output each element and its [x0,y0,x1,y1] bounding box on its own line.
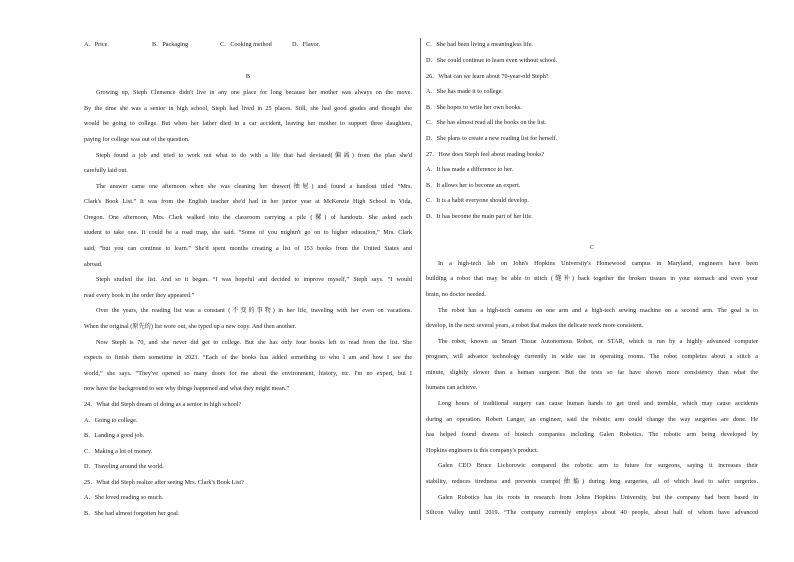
passage-b-line: When the original (原先的) list wore out, she typed up a new copy. And then another. [84,323,296,330]
passage-b-title: B [245,73,251,80]
q26-option-b: B．She hopes to write her own books. [426,104,522,111]
q26-option-d: D．She plans to create a new reading list for herself. [426,135,558,142]
passage-c-line: The robot has a high-tech camera on one arm and a high-tech sewing machine on a second arm. The goal is to [438,307,758,314]
q27-option-d: D．It has become the main part of her life. [426,213,533,220]
passage-c-line: minute, slightly slower than a human surgeon. But the tests so far have shown more consistency than what the [426,369,758,376]
passage-b-line: said, “but you can continue to learn.” She'd spent months creating a list of 153 books from the United States and [84,245,412,252]
passage-c-line: humans can achieve. [426,384,478,391]
passage-b-line: student to take one. It could be a road map, she said. “Some of you mightn't go on to higher education,” Mrs. Clark [84,229,412,236]
passage-c-line: has helped found dozens of biotech companies including Galen Robotics. The robotic arm being developed by [426,431,758,438]
passage-c-line: In a high-tech lab on John's Hopkins University's Homewood campus in Maryland, engineers have been [438,260,758,267]
q26-option-c: C．She has almost read all the books on the list. [426,119,547,126]
passage-b-line: would be going to college. But when her father died in a car accident, leaving her mother to support three daughters, [84,120,412,127]
option-a: A．Price. [84,41,109,48]
question-26: 26．What can we learn about 70-year-old Steph? [426,73,549,80]
q27-option-c: C．It is a habit everyone should develop. [426,197,529,204]
passage-b-line: Growing up, Steph Clemence didn't live in any one place for long because her mother was always on the move. [96,89,412,96]
question-25: 25．What did Steph realize after seeing Mrs. Clark's Book List? [84,479,244,486]
passage-c-line: Hopkins engineers is this company's product. [426,447,539,454]
passage-b-line: expects to finish them sometime in 2023. “Each of the books has added something to who I am and how I see the [84,354,412,361]
passage-b-line: By the time she was a senior in high school, Steph had lived in 25 places. Still, she had good grades and thought she [84,105,412,112]
passage-b-line: Oregon. One afternoon, Mrs. Clark walked into the classroom carrying a pile (摞) of handouts. She asked each [84,214,412,221]
passage-c-line: brain, no doctor needed. [426,291,486,298]
passage-b-line: paying for college was out of the question. [84,136,190,143]
passage-b-line: carefully laid out. [84,167,128,174]
option-b: B．Packaging [152,41,189,48]
passage-c-line: Long hours of traditional surgery can cause human hands to get tired and tremble, which may cause accidents [438,400,758,407]
option-c: C．Cooking method [220,41,272,48]
q24-option-a: A．Going to college. [84,417,138,424]
passage-c-line: building a robot that may be able to stitch (缝补) back together the broken tissues in your stomach and even your [426,275,758,282]
passage-c-line: during an operation. Robert Langer, an engineer, said the robotic arm could change the way surgeries are done. He [426,416,758,423]
passage-c-line: program, will advance technology currently in wide use in operating rooms. The robot completes about a stitch a [426,353,758,360]
passage-b-line: world,” she says. “They've opened so many doors for me about the environment, history, etc. I'm no expert, but I [84,370,412,377]
passage-c-line: Galen CEO Bruce Lichorowic compared the robotic arm to future for surgeons, saying it increases their [438,462,758,469]
q24-option-d: D．Traveling around the world. [84,463,164,470]
q25-option-a: A．She loved reading so much. [84,494,164,501]
q24-option-b: B．Landing a good job. [84,432,145,439]
passage-b-line: Clark's Book List.” It was from the English teacher she'd had in her junior year at McKenzie High School in Vida, [84,198,412,205]
passage-b-line: Now Steph is 70, and she never did get to college. But she has only four books left to read from the list. She [96,339,412,346]
question-24: 24．What did Steph dream of doing as a senior in high school? [84,401,242,408]
passage-b-line: Over the years, the reading list was a constant (不变的事物) in her life, traveling with her even on vacations. [96,307,412,314]
options-row-top [84,41,412,49]
passage-b-line: Steph studied the list. And so it began. “I was hopeful and decided to improve myself,” Steph says. “I would [96,276,412,283]
passage-b-line: Steph found a job and tried to work out what to do with a life that had deviated(偏离) from the plan she'd [96,152,412,159]
passage-b-line: abroad. [84,261,103,268]
q26-option-a: A．She has made it to college. [426,88,503,95]
option-d: D．Flavor. [292,41,321,48]
q25-option-d: D．She could continue to learn even without school. [426,57,558,64]
passage-b-line: now have the background to see why things happened and what they might mean.” [84,385,290,392]
q27-option-a: A．It has made a difference to her. [426,166,513,173]
passage-b-line: read every book in the order they appeared.” [84,292,195,299]
q24-option-c: C．Making a lot of money. [84,448,153,455]
column-divider [420,38,421,520]
passage-c-line: The robot, known as Smart Tissue Autonomous Robot, or STAR, which is run by a highly advanced computer [438,338,758,345]
question-27: 27．How does Steph feel about reading books? [426,151,545,158]
passage-c-line: stability, reduces tiredness and prevents cramps(抽搐) during long surgeries, all of which lead to safer surgeries. [426,478,758,485]
passage-c-line: develop, in the next several years, a robot that makes the delicate work more consistent. [426,322,644,329]
q27-option-b: B．It allows her to become an expert. [426,182,521,189]
passage-c-line: Silicon Valley until 2019. “The company currently employs about 40 people, about half of whom have advanced [426,509,758,516]
q25-option-b: B．She had almost forgotten her goal. [84,510,180,517]
passage-c-title: C [589,244,595,251]
q25-option-c: C．She had been living a meaningless life. [426,41,534,48]
passage-c-line: Galen Robotics has its roots in research from Johns Hopkins University, but the company had been based in [438,494,758,501]
passage-b-line: The answer came one afternoon when she was cleaning her drawer(抽屉) and found a handout titled “Mrs. [96,183,412,190]
